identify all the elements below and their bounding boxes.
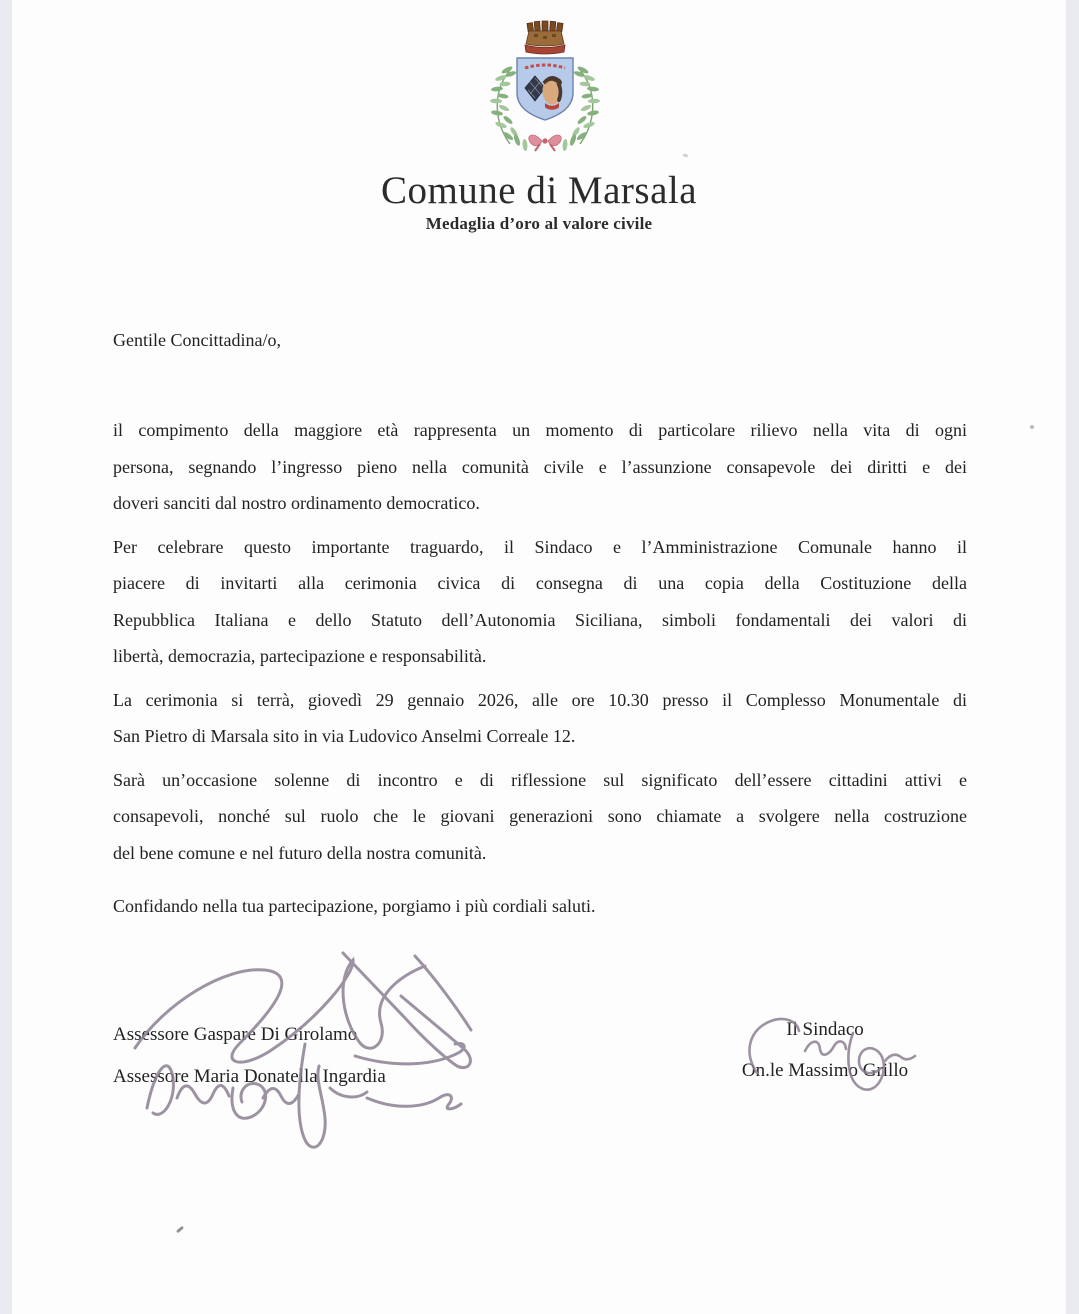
- page-title: Comune di Marsala: [380, 169, 698, 212]
- scan-speck: [683, 153, 689, 158]
- letter-paragraph: [113, 412, 967, 522]
- paragraph-line: piacere di invitarti alla cerimonia civica di consegna di una copia della Costituzione della: [113, 573, 967, 593]
- paragraph-line: doveri sanciti dal nostro ordinamento democratico.: [113, 493, 480, 513]
- letter-page: [12, 0, 1066, 1314]
- ribbon-icon: [529, 135, 562, 151]
- paragraph-line: Repubblica Italiana e dello Statuto dell’Autonomia Siciliana, simboli fondamentali dei valori di: [113, 609, 967, 630]
- paragraph-line: persona, segnando l’ingresso pieno nella comunità civile e l’assunzione consapevole dei diritti e dei: [113, 456, 967, 477]
- letter-body: [113, 412, 967, 878]
- paragraph-line: Per celebrare questo importante traguardo, il Sindaco e l’Amministrazione Comunale hanno il: [113, 536, 967, 557]
- signatory-role: Il Sindaco: [786, 1019, 864, 1040]
- mural-crown-icon: [525, 21, 565, 54]
- letter-paragraph: [113, 682, 967, 755]
- letter-paragraph: [113, 762, 967, 872]
- salutation: Gentile Concittadina/o,: [113, 330, 281, 350]
- paragraph-line: Sarà un’occasione solenne di incontro e di riflessione sul significato dell’essere cittadini attivi e: [113, 769, 967, 790]
- signature-block-right: [705, 1019, 945, 1082]
- shield-icon: [517, 58, 573, 120]
- signatory-label: Assessore Gaspare Di Girolamo: [113, 1024, 358, 1045]
- signatory-label: On.le Massimo Grillo: [741, 1060, 909, 1081]
- signature-block-left: [113, 1014, 386, 1098]
- paragraph-line: del bene comune e nel futuro della nostra comunità.: [113, 842, 487, 863]
- paragraph-line: La cerimonia si terrà, giovedì 29 gennaio 2026, alle ore 10.30 presso il Complesso Monumentale di: [113, 689, 967, 710]
- scan-speck: [1030, 425, 1034, 429]
- paragraph-line: libertà, democrazia, partecipazione e responsabilità.: [113, 646, 487, 666]
- paragraph-line: consapevoli, nonché sul ruolo che le giovani generazioni sono chiamate a svolgere nella costruzione: [113, 806, 967, 826]
- signatory-label: Assessore Maria Donatella Ingardia: [113, 1066, 386, 1087]
- page-subtitle: Medaglia d’oro al valore civile: [425, 214, 653, 233]
- marsala-coat-of-arms-icon: [484, 14, 606, 152]
- letter-paragraph: [113, 529, 967, 675]
- paragraph-line: San Pietro di Marsala sito in via Ludovico Anselmi Correale 12.: [113, 726, 576, 746]
- paragraph-line: il compimento della maggiore età rappresenta un momento di particolare rilievo nella vita di ogni: [113, 420, 967, 440]
- scan-speck: [176, 1226, 184, 1233]
- closing-line: Confidando nella tua partecipazione, porgiamo i più cordiali saluti.: [113, 896, 596, 916]
